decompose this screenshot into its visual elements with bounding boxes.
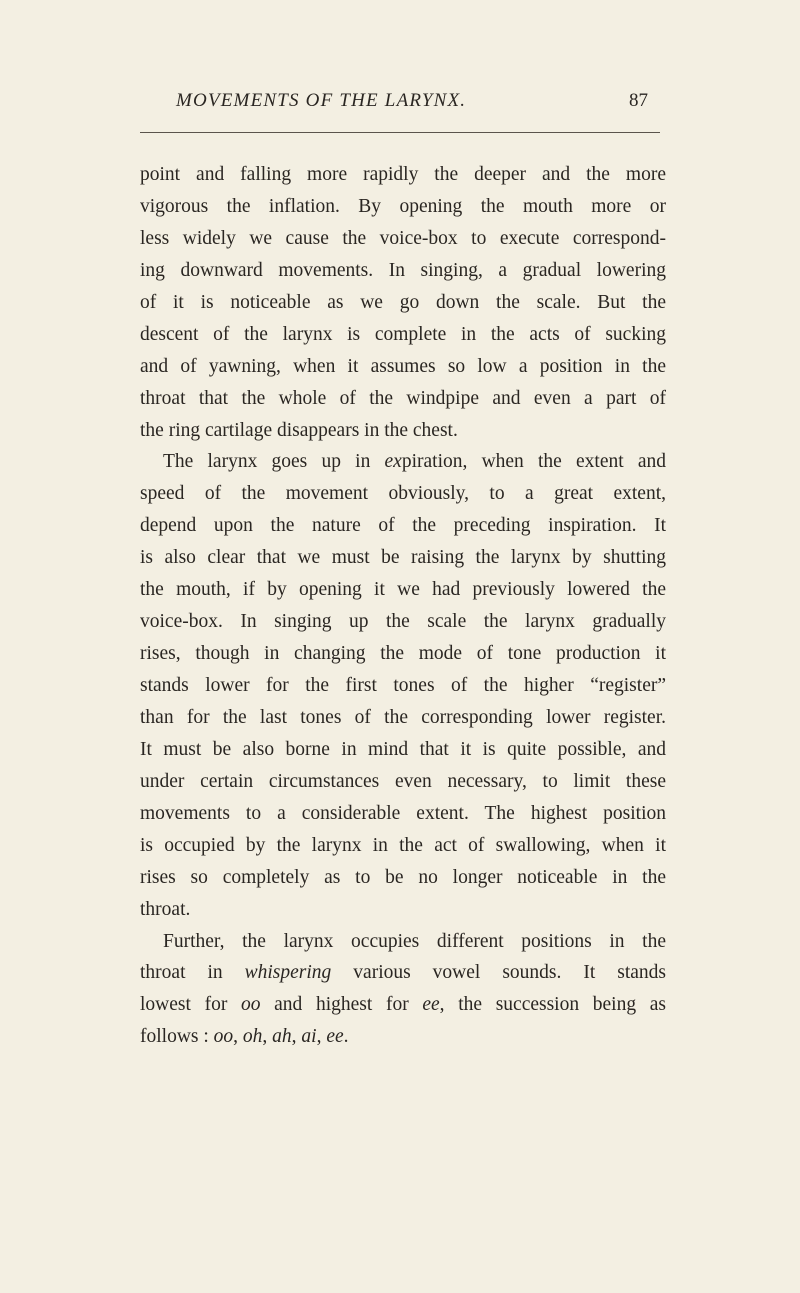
text-line <box>140 191 666 223</box>
text-run: various vowel sounds. It stands <box>331 962 666 984</box>
italic-run: whispering <box>244 962 332 984</box>
text-run: , <box>262 1026 273 1048</box>
text-run: ing downward movements. In singing, a gradual lowering <box>140 259 666 281</box>
text-line <box>140 766 666 798</box>
text-line <box>140 670 666 702</box>
text-run: speed of the movement obviously, to a great extent, <box>140 483 666 505</box>
text-run: vigorous the inflation. By opening the mouth more or <box>140 195 666 217</box>
italic-run: ex <box>384 451 402 473</box>
text-run: lowest for <box>140 994 241 1016</box>
italic-run: oh <box>242 1026 263 1048</box>
text-run: of it is noticeable as we go down the scale. But the <box>140 291 666 313</box>
text-run: under certain circumstances even necessary, to limit these <box>140 770 666 792</box>
text-line <box>140 989 666 1021</box>
running-title: MOVEMENTS OF THE LARYNX. <box>176 90 467 111</box>
text-run: is occupied by the larynx in the act of swallowing, when it <box>140 834 666 856</box>
text-run: stands lower for the first tones of the higher “register” <box>140 675 666 696</box>
italic-run: ah <box>272 1026 292 1048</box>
text-line <box>140 287 666 319</box>
text-line <box>140 574 666 606</box>
text-run: less widely we cause the voice-box to execute correspond- <box>140 227 666 249</box>
text-run: throat. <box>140 898 191 920</box>
text-run: movements to a considerable extent. The highest position <box>140 802 666 824</box>
text-line <box>140 638 666 670</box>
text-run: piration, when the extent and <box>401 451 667 473</box>
text-line <box>140 894 666 926</box>
text-line <box>140 830 666 862</box>
text-line <box>140 255 666 287</box>
text-run: and highest for <box>260 994 423 1016</box>
text-run: , <box>316 1026 327 1048</box>
text-run: follows : <box>140 1026 214 1048</box>
text-line <box>140 702 666 734</box>
text-run: rises, though in changing the mode of tone production it <box>140 643 666 665</box>
running-head <box>140 90 660 120</box>
text-run: throat in <box>140 962 245 984</box>
italic-run: oo <box>240 994 261 1016</box>
text-run: , <box>291 1026 302 1048</box>
text-run: and of yawning, when it assumes so low a position in the <box>140 355 666 377</box>
text-line <box>140 446 666 478</box>
text-run: , the succession being as <box>439 994 666 1016</box>
text-line <box>140 926 666 958</box>
text-run: The larynx goes up in <box>163 451 385 473</box>
italic-run: ee <box>422 994 440 1016</box>
text-line <box>140 223 666 255</box>
text-line <box>140 415 666 447</box>
text-line <box>140 957 666 989</box>
text-run: It must be also borne in mind that it is quite possible, and <box>140 738 666 760</box>
text-run: the ring cartilage disappears in the chest. <box>140 419 458 441</box>
text-run: depend upon the nature of the preceding inspiration. It <box>140 515 666 537</box>
text-line <box>140 383 666 415</box>
italic-run: ai <box>301 1026 317 1048</box>
text-run: . <box>343 1026 349 1048</box>
text-line <box>140 1021 666 1053</box>
text-run: is also clear that we must be raising the larynx by shutting <box>140 547 666 569</box>
text-line <box>140 478 666 510</box>
text-run: voice-box. In singing up the scale the larynx gradually <box>140 611 666 633</box>
text-run: rises so completely as to be no longer noticeable in the <box>140 866 666 888</box>
text-line <box>140 606 666 638</box>
italic-run: ee <box>326 1026 344 1048</box>
text-run: Further, the larynx occupies different positions in the <box>163 930 666 952</box>
text-line <box>140 862 666 894</box>
header-rule <box>140 132 660 133</box>
text-run: descent of the larynx is complete in the acts of sucking <box>140 323 666 345</box>
body-text <box>140 159 666 1053</box>
page-number: 87 <box>629 90 648 111</box>
text-run: the mouth, if by opening it we had previously lowered the <box>140 579 666 601</box>
text-line <box>140 798 666 830</box>
text-run: point and falling more rapidly the deeper and the more <box>140 164 666 185</box>
text-line <box>140 510 666 542</box>
text-line <box>140 351 666 383</box>
text-run: , <box>233 1026 243 1048</box>
text-run: throat that the whole of the windpipe and even a part of <box>140 387 666 409</box>
italic-run: oo <box>213 1026 234 1048</box>
text-line <box>140 159 666 191</box>
text-line <box>140 734 666 766</box>
text-run: than for the last tones of the corresponding lower register. <box>140 706 666 728</box>
text-line <box>140 319 666 351</box>
text-line <box>140 542 666 574</box>
